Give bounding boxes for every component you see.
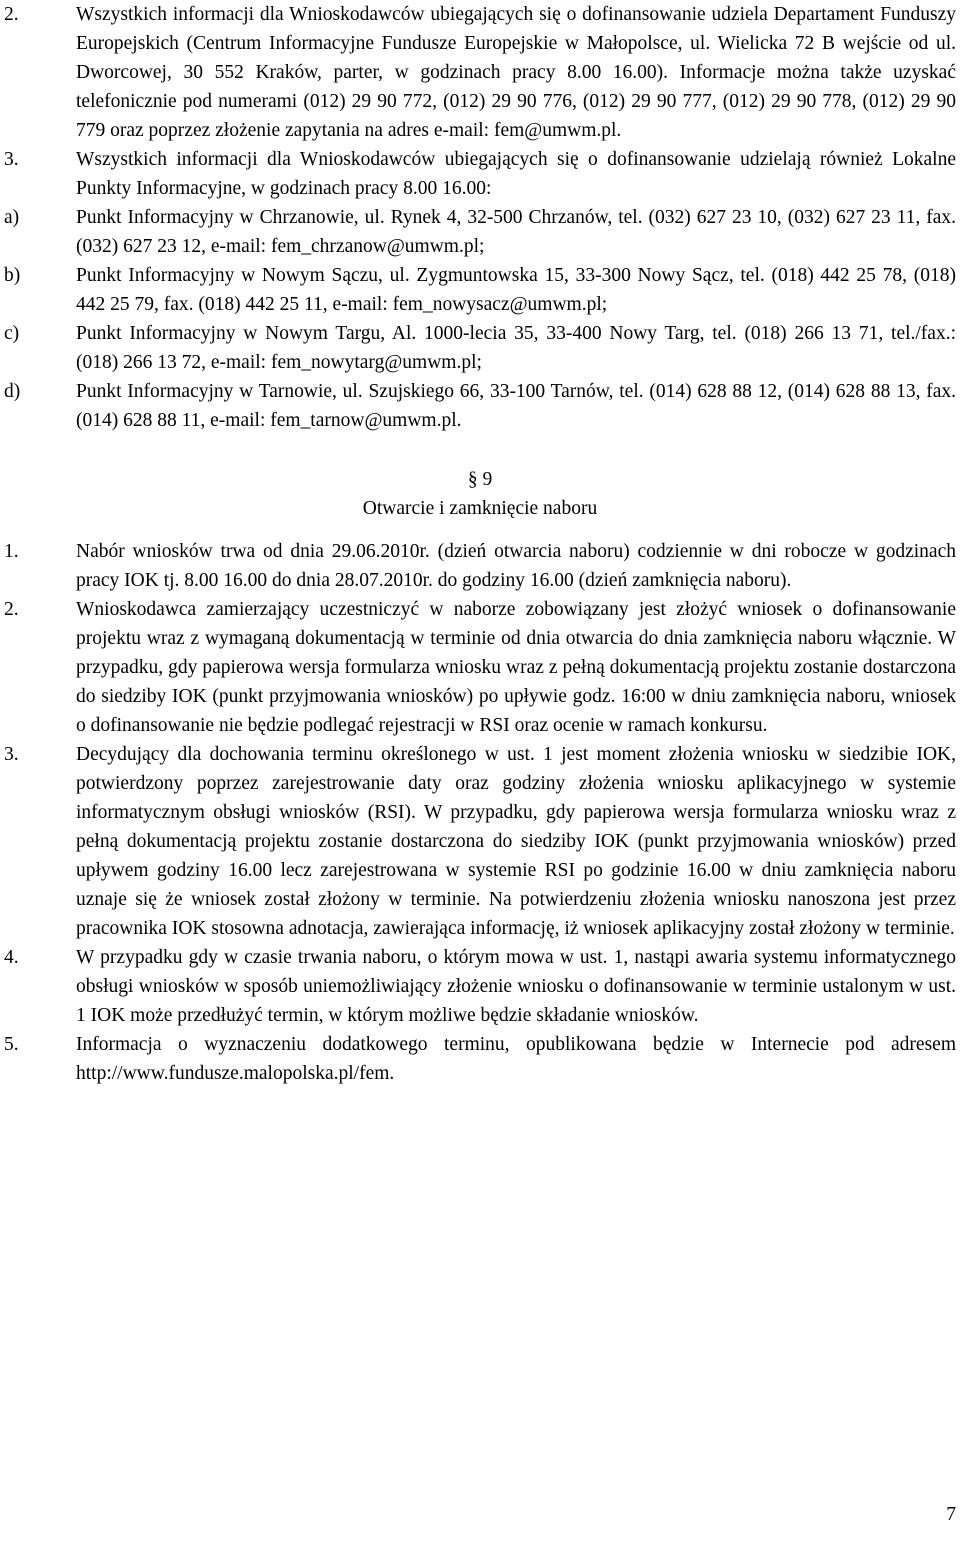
- item-text: W przypadku gdy w czasie trwania naboru, o którym mowa w ust. 1, nastąpi awaria systemu informatycznego obsługi wniosków w sposób uniemożliwiający złożenie wniosku o dofinansowanie w terminie ustalonym w ust. 1 IOK może przedłużyć termin, w którym możliwe będzie składanie wniosków.: [76, 947, 956, 1026]
- sub-item-label: b): [4, 265, 21, 286]
- item-number: 3.: [4, 744, 19, 765]
- sub-item-label: c): [4, 323, 20, 344]
- list-item: [0, 1030, 960, 1088]
- item-text: Wszystkich informacji dla Wnioskodawców ubiegających się o dofinansowanie udzielają również Lokalne Punkty Informacyjne, w godzinach pracy 8.00 16.00:: [76, 149, 956, 199]
- page-number: 7: [946, 1504, 956, 1525]
- item-number: 1.: [4, 541, 19, 562]
- section-number: § 9: [467, 469, 493, 490]
- sub-item-text: Punkt Informacyjny w Nowym Targu, Al. 1000-lecia 35, 33-400 Nowy Targ, tel. (018) 266 13 71, tel./fax.: (018) 266 13 72, e-mail: fem_nowytarg@umwm.pl;: [76, 323, 956, 373]
- item-text: Decydujący dla dochowania terminu określonego w ust. 1 jest moment złożenia wniosku w siedzibie IOK, potwierdzony poprzez zarejestrowanie daty oraz godziny złożenia wniosku aplikacyjnego w systemie informatycznym obsługi wniosków (RSI). W przypadku, gdy papierowa wersja formularza wniosku wraz z pełną dokumentacją projektu zostanie dostarczona do siedziby IOK (punkt przyjmowania wniosków) przed upływem godziny 16.00 lecz zarejestrowana w systemie RSI po godzinie 16.00 w dniu zamknięcia naboru uznaje się że wniosek został złożony w terminie. Na potwierdzeniu złożenia wniosku nanoszona jest przez pracownika IOK stosowna adnotacja, zawierająca informację, iż wniosek aplikacyjny został złożony w terminie.: [76, 744, 956, 939]
- sub-item-label: a): [4, 207, 20, 228]
- list-item: [0, 0, 960, 145]
- sub-item-text: Punkt Informacyjny w Tarnowie, ul. Szujskiego 66, 33-100 Tarnów, tel. (014) 628 88 12, (014) 628 88 13, fax. (014) 628 88 11, e-mail: fem_tarnow@umwm.pl.: [76, 381, 956, 431]
- item-number: 2.: [4, 4, 19, 25]
- item-text: Informacja o wyznaczeniu dodatkowego terminu, opublikowana będzie w Internecie pod adresem http://www.fundusze.malopolska.pl/fem.: [76, 1034, 956, 1084]
- sub-list-item: [0, 203, 960, 261]
- sub-item-text: Punkt Informacyjny w Nowym Sączu, ul. Zygmuntowska 15, 33-300 Nowy Sącz, tel. (018) 442 25 78, (018) 442 25 79, fax. (018) 442 25 11, e-mail: fem_nowysacz@umwm.pl;: [76, 265, 956, 315]
- item-text: Wszystkich informacji dla Wnioskodawców ubiegających się o dofinansowanie udziela Departament Funduszy Europejskich (Centrum Informacyjne Fundusze Europejskie w Małopolsce, ul. Wielicka 72 B wejście od ul. Dworcowej, 30 552 Kraków, parter, w godzinach pracy 8.00 16.00). Informacje można także uzyskać telefonicznie pod numerami (012) 29 90 772, (012) 29 90 776, (012) 29 90 777, (012) 29 90 778, (012) 29 90 779 oraz poprzez złożenie zapytania na adres e-mail: fem@umwm.pl.: [76, 4, 956, 141]
- item-number: 5.: [4, 1034, 19, 1055]
- item-number: 3.: [4, 149, 19, 170]
- list-item: [0, 740, 960, 943]
- sub-item-label: d): [4, 381, 21, 402]
- sub-list-item: [0, 261, 960, 319]
- item-number: 4.: [4, 947, 19, 968]
- list-item: [0, 595, 960, 740]
- item-number: 2.: [4, 599, 19, 620]
- sub-list-item: [0, 377, 960, 435]
- item-text: Wnioskodawca zamierzający uczestniczyć w naborze zobowiązany jest złożyć wniosek o dofinansowanie projektu wraz z wymaganą dokumentacją w terminie od dnia otwarcia do dnia zamknięcia naboru włącznie. W przypadku, gdy papierowa wersja formularza wniosku wraz z pełną dokumentacją projektu zostanie dostarczona do siedziby IOK (punkt przyjmowania wniosków) po upływie godz. 16:00 w dniu zamknięcia naboru, wniosek o dofinansowanie nie będzie podlegać rejestracji w RSI oraz ocenie w ramach konkursu.: [76, 599, 956, 736]
- list-item: [0, 145, 960, 203]
- list-item: [0, 943, 960, 1030]
- section-title: Otwarcie i zamknięcie naboru: [362, 498, 598, 519]
- list-item: [0, 537, 960, 595]
- sub-list-item: [0, 319, 960, 377]
- item-text: Nabór wniosków trwa od dnia 29.06.2010r. (dzień otwarcia naboru) codziennie w dni robocze w godzinach pracy IOK tj. 8.00 16.00 do dnia 28.07.2010r. do godziny 16.00 (dzień zamknięcia naboru).: [76, 541, 956, 591]
- section-heading: [0, 465, 960, 523]
- sub-item-text: Punkt Informacyjny w Chrzanowie, ul. Rynek 4, 32-500 Chrzanów, tel. (032) 627 23 10, (032) 627 23 11, fax. (032) 627 23 12, e-mail: fem_chrzanow@umwm.pl;: [76, 207, 956, 257]
